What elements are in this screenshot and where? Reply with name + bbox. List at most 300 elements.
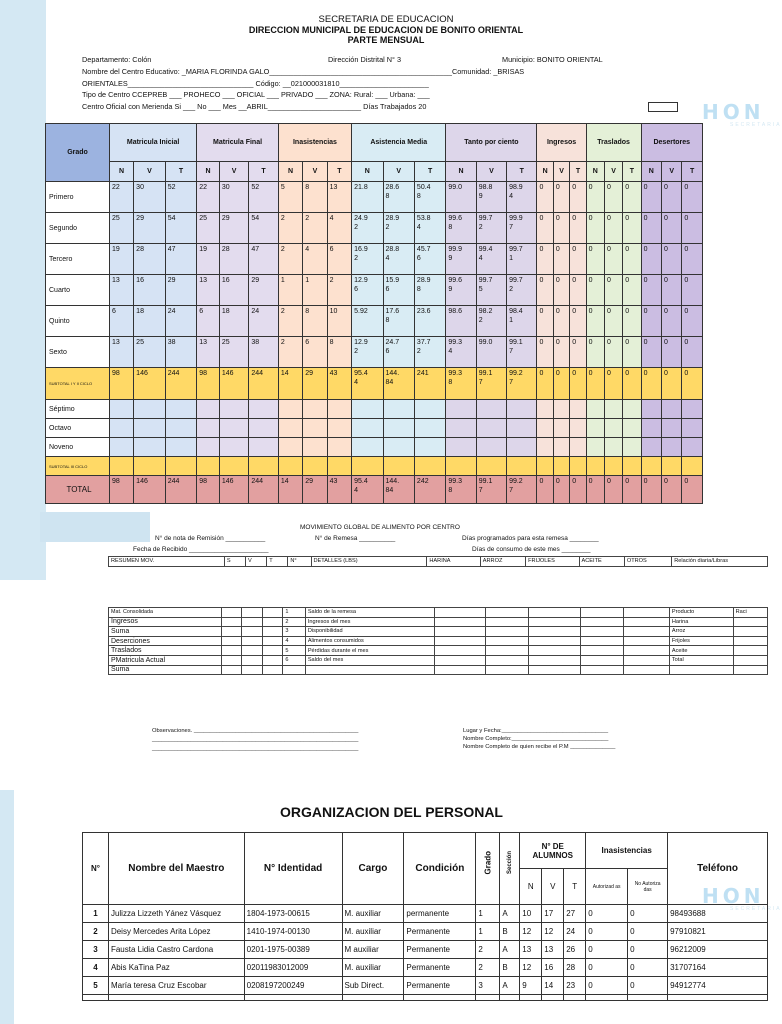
cell-value: 0 xyxy=(586,337,604,368)
cell-value xyxy=(604,457,622,476)
cell-value xyxy=(446,457,476,476)
cell-value: 38 xyxy=(249,337,279,368)
cell-value xyxy=(570,419,586,438)
resumen-row xyxy=(109,665,768,675)
cell-value: 38 xyxy=(165,337,197,368)
resumen-cell xyxy=(283,665,305,675)
cell-value xyxy=(165,400,197,419)
resumen-cell xyxy=(434,636,485,646)
resumen-cell: Ingresos xyxy=(109,617,222,627)
personal-cell: 0 xyxy=(586,923,628,941)
cell-value: 98 xyxy=(197,476,220,504)
resumen-cell xyxy=(733,665,767,675)
resumen-cell xyxy=(485,627,529,637)
resumen-cell xyxy=(305,665,434,675)
resumen-cell: Suma xyxy=(109,665,222,675)
resumen-cell: Pérdidas durante el mes xyxy=(305,646,434,656)
cell-value: 0 xyxy=(604,368,622,400)
personal-cell xyxy=(500,995,520,1001)
cell-value: 0 xyxy=(661,476,681,504)
row-label: Segundo xyxy=(46,213,110,244)
personal-cell: 16 xyxy=(542,959,564,977)
cell-value: 8 xyxy=(303,306,327,337)
cell-value xyxy=(278,438,302,457)
resumen-cell: Harina xyxy=(669,617,733,627)
resumen-header-table xyxy=(108,556,768,567)
grade-row-2 xyxy=(46,244,703,275)
cell-value xyxy=(446,438,476,457)
subheader-n-0: N xyxy=(110,162,134,182)
cell-value: 0 xyxy=(661,306,681,337)
cell-value xyxy=(249,419,279,438)
watermark-logo-bottom-sub: SECRETARIA xyxy=(730,906,782,912)
cell-value xyxy=(682,457,703,476)
cell-value xyxy=(604,419,622,438)
grade-row-1 xyxy=(46,213,703,244)
personal-cell: 2 xyxy=(476,959,500,977)
cell-value xyxy=(383,400,414,419)
cell-value xyxy=(165,438,197,457)
personal-cell: 97910821 xyxy=(668,923,768,941)
personal-cell: A xyxy=(500,941,520,959)
header-matricula-final: Matricula Final xyxy=(197,124,279,162)
resumen-cell xyxy=(434,646,485,656)
cell-value xyxy=(327,438,351,457)
cell-value xyxy=(507,400,537,419)
resumen-head-cell: S xyxy=(224,557,245,567)
cell-value: 43 xyxy=(327,368,351,400)
resumen-cell xyxy=(485,608,529,618)
personal-cell: 10 xyxy=(520,905,542,923)
cell-value: 50.4 8 xyxy=(414,182,445,213)
personal-cell: Julizza Lizzeth Yánez Vásquez xyxy=(108,905,244,923)
personal-cell: 1 xyxy=(476,923,500,941)
personal-row xyxy=(83,941,768,959)
cell-value: 99.2 7 xyxy=(507,368,537,400)
cell-value xyxy=(476,438,506,457)
cell-value: 47 xyxy=(165,244,197,275)
resumen-cell xyxy=(485,636,529,646)
personal-cell: 0 xyxy=(628,923,668,941)
document-header xyxy=(80,14,692,45)
cell-value xyxy=(197,438,220,457)
cell-value: 13 xyxy=(197,275,220,306)
resumen-cell: 1 xyxy=(283,608,305,618)
resumen-cell: Producto xyxy=(669,608,733,618)
cell-value: 29 xyxy=(303,476,327,504)
meta-centro: Nombre del Centro Educativo: _MARIA FLORINDA GALO_____________________________________________Comunidad: _BRISAS xyxy=(82,67,525,76)
subheader-t-1: T xyxy=(249,162,279,182)
personal-cell: 0 xyxy=(586,959,628,977)
cell-value: 0 xyxy=(553,213,569,244)
resumen-head-cell: RESUMEN MOV. xyxy=(109,557,225,567)
col-alumnos: N° DE ALUMNOS xyxy=(520,833,586,869)
resumen-head-cell: FRIJOLES xyxy=(526,557,579,567)
cell-value: 52 xyxy=(165,182,197,213)
cell-value: 99.6 8 xyxy=(446,213,476,244)
cell-value: 242 xyxy=(414,476,445,504)
cell-value: 0 xyxy=(570,182,586,213)
cell-value: 13 xyxy=(327,182,351,213)
cell-value: 6 xyxy=(110,306,134,337)
resumen-cell xyxy=(580,646,624,656)
header-grado: Grado xyxy=(46,124,110,182)
cell-value: 1 xyxy=(303,275,327,306)
cell-value: 241 xyxy=(414,368,445,400)
grade-row-iii-2 xyxy=(46,438,703,457)
cell-value: 0 xyxy=(641,244,661,275)
cell-value xyxy=(507,457,537,476)
cell-value: 0 xyxy=(641,337,661,368)
cell-value: 144. 84 xyxy=(383,368,414,400)
personal-cell: 0 xyxy=(628,977,668,995)
personal-cell: 13 xyxy=(542,941,564,959)
cell-value: 98.2 2 xyxy=(476,306,506,337)
cell-value xyxy=(537,457,553,476)
cell-value: 12.9 2 xyxy=(352,337,383,368)
subheader-n-2: N xyxy=(278,162,302,182)
personal-cell: 0 xyxy=(586,905,628,923)
personal-cell: 0208197200249 xyxy=(244,977,342,995)
cell-value xyxy=(249,400,279,419)
cell-value: 13 xyxy=(110,337,134,368)
personal-cell: Abis KaTina Paz xyxy=(108,959,244,977)
resumen-cell xyxy=(262,636,282,646)
cell-value: 5.92 xyxy=(352,306,383,337)
personal-cell xyxy=(404,995,476,1001)
resumen-cell xyxy=(242,608,262,618)
personal-cell: 0 xyxy=(628,941,668,959)
cell-value xyxy=(165,419,197,438)
resumen-head-cell: T xyxy=(267,557,288,567)
cell-value: 37.7 2 xyxy=(414,337,445,368)
personal-cell xyxy=(628,995,668,1001)
resumen-cell xyxy=(242,665,262,675)
subheader-t-0: T xyxy=(165,162,197,182)
personal-cell: 2 xyxy=(476,941,500,959)
header-asistencia-media: Asistencia Media xyxy=(352,124,446,162)
cell-value: 19 xyxy=(197,244,220,275)
personal-cell: Permanente xyxy=(404,959,476,977)
col-grado-label: Grado xyxy=(483,850,493,875)
col-condicion: Condición xyxy=(404,833,476,905)
personal-cell: M. auxiliar xyxy=(342,905,404,923)
cell-value xyxy=(165,457,197,476)
cell-value xyxy=(661,400,681,419)
cell-value xyxy=(446,419,476,438)
observaciones-line-2: ________________________________________________________________ xyxy=(152,737,359,743)
resumen-cell xyxy=(262,617,282,627)
resumen-head-cell: ACEITE xyxy=(579,557,624,567)
cell-value: 0 xyxy=(553,337,569,368)
personal-table xyxy=(82,832,768,1001)
cell-value: 0 xyxy=(553,368,569,400)
personal-cell xyxy=(83,995,109,1001)
subheader-t-2: T xyxy=(327,162,351,182)
personal-cell: 0 xyxy=(586,941,628,959)
cell-value: 29 xyxy=(165,275,197,306)
cell-value: 15.9 6 xyxy=(383,275,414,306)
cell-value: 0 xyxy=(682,476,703,504)
cell-value: 146 xyxy=(134,368,166,400)
personal-cell: 2 xyxy=(83,923,109,941)
header-desertores: Desertores xyxy=(641,124,702,162)
cell-value xyxy=(414,419,445,438)
cell-value: 0 xyxy=(586,368,604,400)
resumen-head-cell: DETALLES (LBS) xyxy=(311,557,427,567)
cell-value xyxy=(623,438,641,457)
personal-cell: 13 xyxy=(520,941,542,959)
cell-value: 95.4 4 xyxy=(352,476,383,504)
cell-value: 19 xyxy=(110,244,134,275)
cell-value xyxy=(219,438,248,457)
cell-value: 0 xyxy=(570,275,586,306)
personal-cell: 0 xyxy=(628,959,668,977)
resumen-cell xyxy=(624,636,670,646)
cell-value: 28.8 4 xyxy=(383,244,414,275)
cell-value: 14 xyxy=(278,368,302,400)
personal-row xyxy=(83,977,768,995)
personal-cell: 02011983012009 xyxy=(244,959,342,977)
personal-cell: B xyxy=(500,959,520,977)
resumen-cell xyxy=(580,665,624,675)
resumen-cell: 2 xyxy=(283,617,305,627)
resumen-cell xyxy=(485,665,529,675)
resumen-row xyxy=(109,655,768,665)
cell-value: 0 xyxy=(682,213,703,244)
grade-row-iii-0 xyxy=(46,400,703,419)
cell-value xyxy=(476,419,506,438)
personal-cell: 0 xyxy=(586,977,628,995)
cell-value: 0 xyxy=(586,182,604,213)
cell-value: 23.6 xyxy=(414,306,445,337)
cell-value xyxy=(278,457,302,476)
cell-value: 0 xyxy=(537,182,553,213)
resumen-cell: Alimentos consumidos xyxy=(305,636,434,646)
resumen-cell xyxy=(529,646,580,656)
resumen-cell: Total xyxy=(669,655,733,665)
cell-value xyxy=(507,438,537,457)
cell-value: 0 xyxy=(537,306,553,337)
col-inasistencias: Inasistencias xyxy=(586,833,668,869)
cell-value: 0 xyxy=(682,244,703,275)
resumen-cell: Suma xyxy=(109,627,222,637)
meta-departamento: Departamento: Colón xyxy=(82,55,152,64)
cell-value: 29 xyxy=(303,368,327,400)
cell-value xyxy=(134,457,166,476)
cell-value: 0 xyxy=(586,244,604,275)
resumen-cell: 4 xyxy=(283,636,305,646)
personal-cell: Sub Direct. xyxy=(342,977,404,995)
resumen-cell: Disponibilidad xyxy=(305,627,434,637)
personal-cell: 26 xyxy=(564,941,586,959)
header-inasistencias: Inasistencias xyxy=(278,124,351,162)
cell-value: 98 xyxy=(197,368,220,400)
personal-cell: 5 xyxy=(83,977,109,995)
cell-value xyxy=(586,457,604,476)
cell-value: 0 xyxy=(586,275,604,306)
personal-cell xyxy=(342,995,404,1001)
subheader-v-4: V xyxy=(476,162,506,182)
col-no-autorizadas: No Autoriza das xyxy=(628,869,668,905)
col-nombre: Nombre del Maestro xyxy=(108,833,244,905)
watermark-logo-sub: SECRETARIA xyxy=(730,122,782,128)
nombre-completo: Nombre Completo:______________________________ xyxy=(463,736,609,742)
cell-value xyxy=(197,457,220,476)
watermark-logo-bottom: HON xyxy=(702,884,765,908)
resumen-cell xyxy=(733,627,767,637)
resumen-cell: Mat. Consolidada xyxy=(109,608,222,618)
cell-value: 0 xyxy=(661,275,681,306)
resumen-cell xyxy=(434,665,485,675)
col-num: N° xyxy=(83,833,109,905)
cell-value: 0 xyxy=(586,476,604,504)
cell-value: 16.9 2 xyxy=(352,244,383,275)
resumen-cell xyxy=(434,617,485,627)
resumen-row xyxy=(109,627,768,637)
cell-value: 99.9 7 xyxy=(507,213,537,244)
resumen-cell xyxy=(485,646,529,656)
cell-value: 244 xyxy=(165,368,197,400)
personal-cell: 1 xyxy=(476,905,500,923)
resumen-row xyxy=(109,636,768,646)
cell-value: 24 xyxy=(249,306,279,337)
cell-value xyxy=(661,457,681,476)
grade-row-iii-1 xyxy=(46,419,703,438)
cell-value: 146 xyxy=(219,476,248,504)
cell-value: 99.3 4 xyxy=(446,337,476,368)
cell-value: 0 xyxy=(537,244,553,275)
resumen-row xyxy=(109,608,768,618)
cell-value: 29 xyxy=(219,213,248,244)
resumen-cell xyxy=(262,627,282,637)
resumen-head-cell: HARINA xyxy=(427,557,480,567)
cell-value: 99.9 9 xyxy=(446,244,476,275)
resumen-head-cell: Relación diaria/Libras xyxy=(672,557,768,567)
cell-value: 0 xyxy=(641,368,661,400)
cell-value: 0 xyxy=(623,182,641,213)
resumen-head-cell: N° xyxy=(288,557,311,567)
cell-value: 99.1 7 xyxy=(476,368,506,400)
cell-value xyxy=(553,400,569,419)
cell-value: 0 xyxy=(537,476,553,504)
personal-cell: 3 xyxy=(476,977,500,995)
observaciones-line: Observaciones. ___________________________________________________ xyxy=(152,728,359,734)
cell-value: 24.9 2 xyxy=(352,213,383,244)
cell-value xyxy=(219,457,248,476)
cell-value xyxy=(604,400,622,419)
cell-value: 244 xyxy=(165,476,197,504)
cell-value: 0 xyxy=(661,182,681,213)
cell-value: 98.6 xyxy=(446,306,476,337)
cell-value xyxy=(303,419,327,438)
fecha-recibido: Fecha de Recibido ______________________ xyxy=(133,546,269,553)
cell-value xyxy=(219,400,248,419)
nombre-recibe: Nombre Completo de quien recibe el P.M ______________ xyxy=(463,744,616,750)
resumen-cell xyxy=(624,646,670,656)
resumen-cell: Traslados xyxy=(109,646,222,656)
cell-value: 45.7 6 xyxy=(414,244,445,275)
cell-value: 2 xyxy=(303,213,327,244)
cell-value: 0 xyxy=(661,368,681,400)
resumen-head-cell: ARROZ xyxy=(480,557,525,567)
cell-value xyxy=(134,438,166,457)
cell-value: 24 xyxy=(165,306,197,337)
personal-cell: 1 xyxy=(83,905,109,923)
cell-value: 98.8 9 xyxy=(476,182,506,213)
cell-value xyxy=(383,438,414,457)
cell-value xyxy=(641,457,661,476)
cell-value: 12.9 6 xyxy=(352,275,383,306)
cell-value: 0 xyxy=(570,368,586,400)
personal-cell: Permanente xyxy=(404,977,476,995)
resumen-cell xyxy=(242,646,262,656)
row-label: Séptimo xyxy=(46,400,110,419)
personal-cell: 12 xyxy=(520,959,542,977)
personal-row xyxy=(83,959,768,977)
cell-value: 0 xyxy=(537,337,553,368)
cell-value: 98 xyxy=(110,368,134,400)
cell-value: 146 xyxy=(134,476,166,504)
cell-value: 28.6 8 xyxy=(383,182,414,213)
cell-value: 0 xyxy=(570,476,586,504)
resumen-cell: Arroz xyxy=(669,627,733,637)
cell-value: 0 xyxy=(661,337,681,368)
resumen-cell xyxy=(529,627,580,637)
cell-value: 244 xyxy=(249,368,279,400)
watermark-logo: HON xyxy=(702,100,765,124)
resumen-cell xyxy=(434,655,485,665)
cell-value: 28.9 8 xyxy=(414,275,445,306)
cell-value xyxy=(134,400,166,419)
cell-value: 30 xyxy=(219,182,248,213)
personal-row xyxy=(83,923,768,941)
personal-cell: Fausta Lidia Castro Cardona xyxy=(108,941,244,959)
cell-value: 0 xyxy=(641,306,661,337)
cell-value: 4 xyxy=(327,213,351,244)
cell-value xyxy=(303,438,327,457)
subtotal-iii-row xyxy=(46,457,703,476)
decorative-band-bottom xyxy=(0,790,14,1024)
cell-value: 0 xyxy=(641,476,661,504)
resumen-head-cell: V xyxy=(246,557,267,567)
subheader-n-5: N xyxy=(537,162,553,182)
resumen-cell xyxy=(485,655,529,665)
header-direccion: DIRECCION MUNICIPAL DE EDUCACION DE BONITO ORIENTAL xyxy=(248,25,524,35)
row-label: Octavo xyxy=(46,419,110,438)
cell-value: 0 xyxy=(570,306,586,337)
resumen-cell xyxy=(733,655,767,665)
cell-value: 0 xyxy=(604,306,622,337)
resumen-row xyxy=(109,646,768,656)
cell-value: 6 xyxy=(327,244,351,275)
resumen-head-cell: OTROS xyxy=(624,557,671,567)
resumen-cell xyxy=(262,655,282,665)
cell-value: 98 xyxy=(110,476,134,504)
cell-value: 0 xyxy=(553,306,569,337)
cell-value: 13 xyxy=(197,337,220,368)
subheader-t-6: T xyxy=(623,162,641,182)
resumen-cell xyxy=(580,608,624,618)
cell-value: 0 xyxy=(623,213,641,244)
personal-cell: 94912774 xyxy=(668,977,768,995)
subheader-n-6: N xyxy=(586,162,604,182)
cell-value xyxy=(623,419,641,438)
numero-remesa: N° de Remesa __________ xyxy=(315,535,396,542)
row-label: Cuarto xyxy=(46,275,110,306)
meta-orientales: ORIENTALES_______________________________ Código: __021000031810______________________ xyxy=(82,79,429,88)
cell-value xyxy=(278,400,302,419)
